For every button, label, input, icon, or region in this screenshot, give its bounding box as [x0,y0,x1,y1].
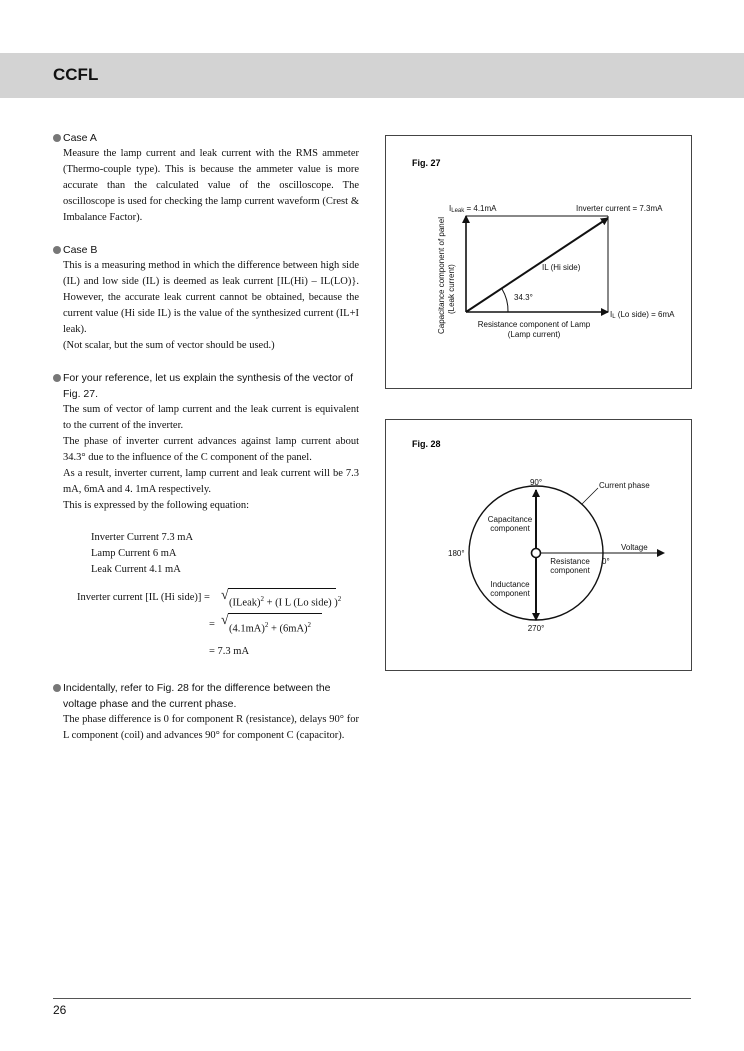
reference-paragraph: The phase of inverter current advances against lamp current about 34.3° due to the influence of the C component of the panel. [63,436,359,463]
case-b-note: (Not scalar, but the sum of vector should be used.) [63,340,275,351]
list-item: Leak Current 4.1 mA [91,564,181,575]
reference-paragraph: The sum of vector of lamp current and the leak current is equivalent to the current of the inverter. [63,404,359,431]
bullet-icon [53,246,61,254]
page-title: CCFL [53,65,99,84]
capacitance-label: component [490,524,530,533]
angle-label: 34.3° [514,293,533,302]
bullet-icon [53,374,61,382]
figure-27 [385,135,692,389]
label-0: 0° [602,557,610,566]
inductance-label: component [490,589,530,598]
section-incidentally [53,680,359,744]
y-axis-label: (Leak current) [447,264,456,314]
formula-equals: = [209,619,215,630]
reference-paragraph: This is expressed by the following equation: [63,500,250,511]
list-item: Inverter Current 7.3 mA [91,532,194,543]
capacitance-label: Capacitance [487,515,533,524]
label-180: 180° [448,549,465,558]
figure-27-diagram [386,136,691,388]
square-exponent: 2 [260,595,264,603]
bullet-icon [53,134,61,142]
formula-result: = 7.3 mA [209,646,250,657]
fig-28-label: Fig. 28 [412,439,441,449]
inverter-current-formula [53,588,359,664]
voltage-label: Voltage [621,543,648,552]
square-exponent: 2 [337,595,342,603]
formula-term: + (I L (Lo side) ) [263,597,338,609]
resistance-label: Resistance [550,557,590,566]
figure-28-diagram [386,420,691,670]
page-number: 26 [53,1003,67,1017]
i-leak-label: ILeak = 4.1mA [449,204,497,214]
section-reference [53,370,359,664]
list-item: Lamp Current 6 mA [91,548,177,559]
x-axis-label: Resistance component of Lamp [477,320,591,329]
figure-28 [385,419,692,671]
il-lo-side-label: IL (Lo side) = 6mA [610,310,675,320]
formula-term: (ILeak) [229,597,261,609]
angle-arc [502,289,508,312]
case-b-body: This is a measuring method in which the difference between high side (IL) and low side (IL) is deemed as leak current [IL(Hi) – IL(LO)}. However, the accurate leak current cannot be obtained, because the current value (Hi side IL) is the value of the synthesized current (IL+I leak). [63,260,359,335]
header-band [0,53,744,98]
text-column [53,130,359,760]
incidentally-title: Incidentally, refer to Fig. 28 for the difference between the voltage phase and the current phase. [63,682,331,710]
current-values-list [53,530,359,578]
sqrt-bar [228,588,336,589]
inverter-current-vector [466,218,608,312]
inductance-label: Inductance [490,580,530,589]
formula-term: + (6mA) [268,623,308,635]
footer-divider [53,998,691,999]
origin-point [532,549,541,558]
hi-side-label: IL (Hi side) [542,263,581,272]
formula-lhs: Inverter current [IL (Hi side)] = [77,592,210,603]
reference-title: For your reference, let us explain the synthesis of the vector of Fig. 27. [63,372,354,400]
sqrt-sign: √ [221,588,229,603]
formula-term: (4.1mA) [229,623,265,635]
section-case-b [53,242,359,354]
sqrt-bar [228,613,322,614]
current-phase-leader [582,488,598,504]
section-case-a [53,130,359,226]
sqrt-sign: √ [221,613,229,628]
incidentally-body: The phase difference is 0 for component R (resistance), delays 90° for L component (coil) and advances 90° for component C (capacitor). [63,714,359,741]
case-a-title: Case A [63,132,97,144]
inverter-current-label: Inverter current = 7.3mA [576,204,663,213]
label-270: 270° [527,624,545,633]
resistance-label: component [550,566,590,575]
label-90: 90° [529,478,543,487]
case-a-body: Measure the lamp current and leak current with the RMS ammeter (Thermo-couple type). This is because the ammeter value is more accurate than the calculated value of the oscilloscope. The oscilloscope is used for checking the lamp current waveform (Crest & Imbalance Factor). [63,148,359,223]
x-axis-label: (Lamp current) [507,330,561,339]
fig-27-label: Fig. 27 [412,158,441,168]
square-exponent: 2 [264,621,269,629]
reference-paragraph: As a result, inverter current, lamp current and leak current will be 7.3 mA, 6mA and 4. 1mA respectively. [63,468,359,495]
bullet-icon [53,684,61,692]
current-phase-label: Current phase [599,481,650,490]
y-axis-label: Capacitance component of panel [437,217,446,334]
square-exponent: 2 [307,621,312,629]
case-b-title: Case B [63,244,98,256]
